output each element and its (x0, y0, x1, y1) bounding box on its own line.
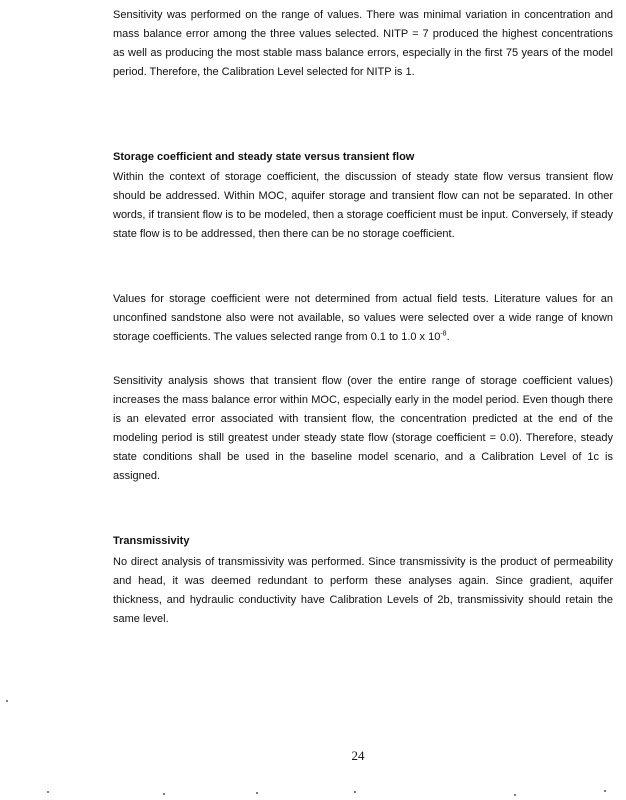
scan-speck (514, 794, 516, 796)
scan-speck (6, 700, 8, 702)
storage-values-text: Values for storage coefficient were not determined from actual field tests. Literature values for an unconfined sandstone also were not available, so values were selected over a wide range of known storage coefficients. The values selected range from 0.1 to 1.0 x 10 (113, 293, 613, 343)
scan-speck (256, 792, 258, 794)
scan-speck (47, 791, 49, 793)
storage-values-period: . (446, 331, 450, 343)
scan-speck (604, 790, 606, 792)
paragraph-storage-values (113, 290, 613, 347)
scan-speck (163, 793, 165, 795)
page-number: 24 (351, 748, 365, 763)
heading-storage-coefficient: Storage coefficient and steady state versus transient flow (113, 151, 415, 163)
paragraph-nitp-sensitivity: Sensitivity was performed on the range of values. There was minimal variation in concentration and mass balance error among the three values selected. NITP = 7 produced the highest concentrations as well as producing the most stable mass balance errors, especially in the first 75 years of the model period. Therefore, the Calibration Level selected for NITP is 1. (113, 9, 613, 78)
scan-speck (354, 791, 356, 793)
paragraph-transmissivity: No direct analysis of transmissivity was performed. Since transmissivity is the product of permeability and head, it was deemed redundant to perform these analyses again. Since gradient, aquifer thickness, and hydraulic conductivity have Calibration Levels of 2b, transmissivity should retain the same level. (113, 556, 613, 625)
storage-exponent: -8 (440, 330, 447, 338)
paragraph-transient-flow-analysis: Sensitivity analysis shows that transient flow (over the entire range of storage coefficient values) increases the mass balance error within MOC, especially early in the model period. Even though there is an elevated error associated with transient flow, the concentration predicted at the end of the modeling period is still greatest under steady state flow (storage coefficient = 0.0). Therefore, steady state conditions shall be used in the baseline model scenario, and a Calibration Level of 1c is assigned. (113, 375, 613, 482)
heading-transmissivity: Transmissivity (113, 535, 190, 547)
paragraph-storage-context: Within the context of storage coefficient, the discussion of steady state flow versus transient flow should be addressed. Within MOC, aquifer storage and transient flow can not be separated. In other words, if transient flow is to be modeled, then a storage coefficient must be input. Conversely, if steady state flow is to be addressed, then there can be no storage coefficient. (113, 171, 613, 240)
